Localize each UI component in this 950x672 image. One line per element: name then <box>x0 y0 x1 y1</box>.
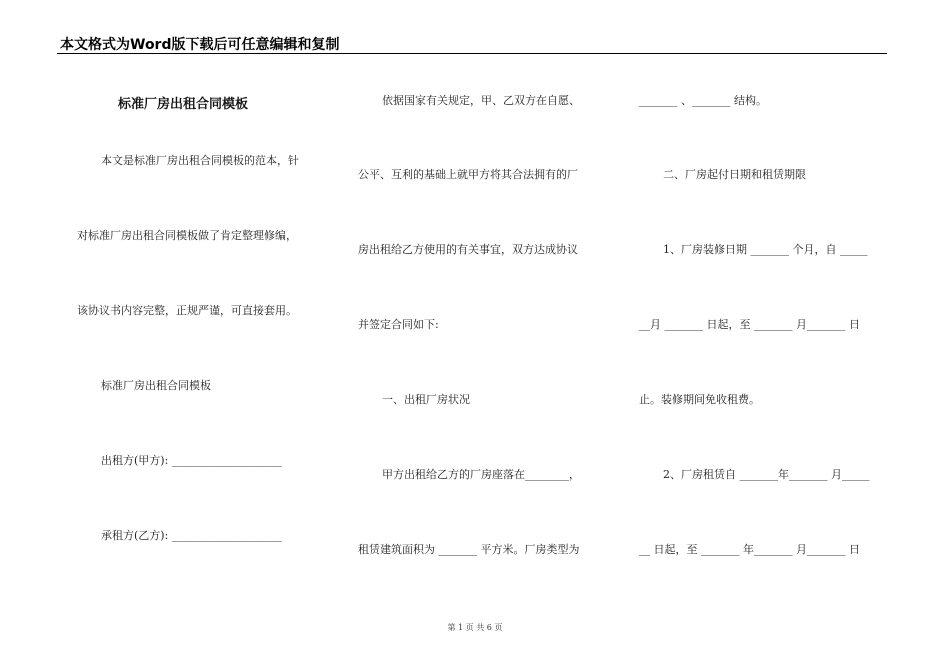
document-title: 标准厂房出租合同模板 <box>118 97 249 112</box>
col2-line-6: 甲方出租给乙方的厂房座落在________， <box>382 468 580 481</box>
col3-line-5: 止。装修期间免收租费。 <box>639 393 760 406</box>
header-divider <box>57 53 887 54</box>
document-header: 本文格式为Word版下载后可任意编辑和复制 <box>60 37 340 53</box>
col3-line-3: 1、厂房装修日期 _______ 个月，自 _____ <box>663 243 868 256</box>
col2-line-4: 并签定合同如下: <box>358 318 439 331</box>
lessor-field: 出租方(甲方): ____________________ <box>101 454 282 467</box>
col2-line-2: 公平、互利的基础上就甲方将其合法拥有的厂 <box>358 168 578 181</box>
col2-line-1: 依据国家有关规定，甲、乙双方在自愿、 <box>382 94 580 107</box>
page-number: 第 1 页 共 6 页 <box>447 623 503 632</box>
section-heading-1: 一、出租厂房状况 <box>382 393 470 406</box>
lessee-field: 承租方(乙方): ____________________ <box>101 529 282 542</box>
col2-line-7: 租赁建筑面积为 _______ 平方米。厂房类型为 <box>358 543 580 556</box>
col3-line-6: 2、厂房租赁自 _______年_______ 月_____ <box>663 468 870 481</box>
col3-line-7: __ 日起，至 _______ 年_______ 月_______ 日 <box>639 543 860 556</box>
col2-line-3: 房出租给乙方使用的有关事宜，双方达成协议 <box>358 243 578 256</box>
col1-line-3: 该协议书内容完整，正规严谨，可直接套用。 <box>77 304 297 317</box>
col1-line-4: 标准厂房出租合同模板 <box>101 379 211 392</box>
col3-line-1: _______ 、_______ 结构。 <box>639 94 767 107</box>
col1-line-2: 对标准厂房出租合同模板做了肯定整理修编， <box>77 229 297 242</box>
col1-line-1: 本文是标准厂房出租合同模板的范本，针 <box>101 154 299 167</box>
section-heading-2: 二、厂房起付日期和租赁期限 <box>663 168 806 181</box>
col3-line-4: __月 _______ 日起，至 _______ 月_______ 日 <box>639 318 860 331</box>
